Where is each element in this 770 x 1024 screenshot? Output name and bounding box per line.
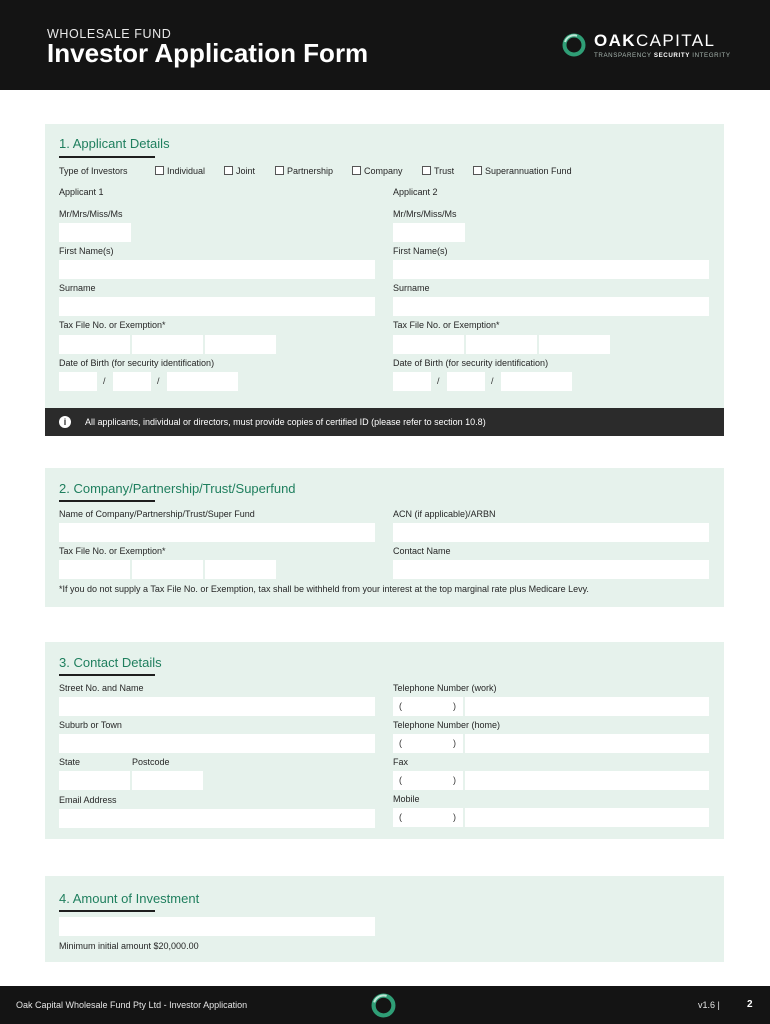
tel-work-label: Telephone Number (work): [393, 683, 497, 693]
page-footer: [0, 986, 770, 1024]
investment-amount-field[interactable]: [59, 917, 375, 936]
brand-name: OAKCAPITAL: [594, 31, 716, 50]
brand-tagline: TRANSPARENCY SECURITY INTEGRITY: [594, 52, 731, 59]
applicant-1-tfn-label: Tax File No. or Exemption*: [59, 320, 166, 330]
company-tfn-field-1[interactable]: [59, 560, 130, 579]
postcode-label: Postcode: [132, 757, 170, 767]
applicant-1-surname-field[interactable]: [59, 297, 375, 316]
applicant-1-surname-label: Surname: [59, 283, 96, 293]
section-rule: [59, 674, 155, 676]
applicant-1-tfn-field-2[interactable]: [132, 335, 203, 354]
applicant-1-heading: Applicant 1: [59, 187, 104, 197]
applicant-2-surname-field[interactable]: [393, 297, 709, 316]
checkbox-label: Company: [364, 166, 403, 176]
tfn-footnote: *If you do not supply a Tax File No. or Exemption, tax shall be withheld from your interest at the top marginal rate plus Medicare Levy.: [59, 584, 589, 594]
tel-home-number[interactable]: [465, 734, 709, 753]
contact-name-label: Contact Name: [393, 546, 451, 556]
paren-close: ): [453, 775, 456, 785]
applicant-1-dob-year[interactable]: [167, 372, 238, 391]
paren-close: ): [453, 701, 456, 711]
company-tfn-field-2[interactable]: [132, 560, 203, 579]
applicant-2-dob-month[interactable]: [447, 372, 485, 391]
page-title: Investor Application Form: [47, 38, 369, 68]
applicant-1-tfn-field-1[interactable]: [59, 335, 130, 354]
applicant-1-title-label: Mr/Mrs/Miss/Ms: [59, 209, 123, 219]
checkbox-label: Joint: [236, 166, 256, 176]
checkbox-individual[interactable]: [155, 166, 164, 175]
section-title: 1. Applicant Details: [59, 136, 170, 151]
section-company-details: [45, 468, 724, 607]
fax-number[interactable]: [465, 771, 709, 790]
tel-home-label: Telephone Number (home): [393, 720, 501, 730]
checkbox-superannuation-fund[interactable]: [473, 166, 482, 175]
tel-work-number[interactable]: [465, 697, 709, 716]
section-applicant-details: [45, 124, 724, 408]
company-tfn-label: Tax File No. or Exemption*: [59, 546, 166, 556]
minimum-amount-note: Minimum initial amount $20,000.00: [59, 941, 199, 951]
paren-close: ): [453, 812, 456, 822]
email-field[interactable]: [59, 809, 375, 828]
paren-open: (: [399, 812, 402, 822]
applicant-2-tfn-field-2[interactable]: [466, 335, 537, 354]
applicant-1-first-name-label: First Name(s): [59, 246, 114, 256]
applicant-2-dob-day[interactable]: [393, 372, 431, 391]
state-field[interactable]: [59, 771, 130, 790]
section-rule: [59, 500, 155, 502]
suburb-field[interactable]: [59, 734, 375, 753]
applicant-1-first-name-field[interactable]: [59, 260, 375, 279]
section-amount-of-investment: [45, 876, 724, 962]
applicant-2-surname-label: Surname: [393, 283, 430, 293]
footer-company-text: Oak Capital Wholesale Fund Pty Ltd - Investor Application: [16, 1000, 248, 1010]
suburb-label: Suburb or Town: [59, 720, 122, 730]
company-tfn-field-3[interactable]: [205, 560, 276, 579]
section-title: 4. Amount of Investment: [59, 891, 200, 906]
paren-open: (: [399, 738, 402, 748]
page-header: [0, 0, 770, 90]
notice-text: All applicants, individual or directors, must provide copies of certified ID (please refer to section 10.8): [85, 417, 486, 427]
oak-ring-logo-icon: [562, 33, 586, 57]
applicant-1-dob-day[interactable]: [59, 372, 97, 391]
applicant-2-tfn-label: Tax File No. or Exemption*: [393, 320, 500, 330]
paren-close: ): [453, 738, 456, 748]
applicant-2-first-name-field[interactable]: [393, 260, 709, 279]
mobile-label: Mobile: [393, 794, 420, 804]
checkbox-label: Superannuation Fund: [485, 166, 572, 176]
applicant-1-title-field[interactable]: [59, 223, 131, 242]
postcode-field[interactable]: [132, 771, 203, 790]
state-label: State: [59, 757, 81, 767]
section-contact-details: [45, 642, 724, 839]
oak-ring-logo-icon: [371, 993, 396, 1018]
contact-name-field[interactable]: [393, 560, 709, 579]
section-title: 2. Company/Partnership/Trust/Superfund: [59, 481, 296, 496]
checkbox-label: Partnership: [287, 166, 334, 176]
footer-version: v1.6 |: [698, 1000, 720, 1010]
checkbox-joint[interactable]: [224, 166, 233, 175]
info-icon: i: [59, 416, 71, 428]
header-subtitle: WHOLESALE FUND: [47, 27, 172, 41]
checkbox-label: Trust: [434, 166, 455, 176]
section-rule: [59, 156, 155, 158]
fax-label: Fax: [393, 757, 409, 767]
checkbox-company[interactable]: [352, 166, 361, 175]
applicant-2-dob-label: Date of Birth (for security identification): [393, 358, 549, 368]
checkbox-label: Individual: [167, 166, 206, 176]
applicant-2-title-field[interactable]: [393, 223, 465, 242]
date-separator: /: [103, 376, 106, 386]
applicant-2-tfn-field-3[interactable]: [539, 335, 610, 354]
applicant-1-dob-month[interactable]: [113, 372, 151, 391]
applicant-1-dob-label: Date of Birth (for security identification): [59, 358, 215, 368]
date-separator: /: [491, 376, 494, 386]
paren-open: (: [399, 775, 402, 785]
street-label: Street No. and Name: [59, 683, 144, 693]
applicant-2-heading: Applicant 2: [393, 187, 438, 197]
applicant-2-dob-year[interactable]: [501, 372, 572, 391]
acn-field[interactable]: [393, 523, 709, 542]
checkbox-trust[interactable]: [422, 166, 431, 175]
applicant-2-first-name-label: First Name(s): [393, 246, 448, 256]
checkbox-partnership[interactable]: [275, 166, 284, 175]
street-field[interactable]: [59, 697, 375, 716]
applicant-2-title-label: Mr/Mrs/Miss/Ms: [393, 209, 457, 219]
date-separator: /: [157, 376, 160, 386]
mobile-number[interactable]: [465, 808, 709, 827]
company-name-field[interactable]: [59, 523, 375, 542]
id-notice-bar: [45, 408, 724, 436]
email-label: Email Address: [59, 795, 117, 805]
applicant-2-tfn-field-1[interactable]: [393, 335, 464, 354]
investor-type-label: Type of Investors: [59, 166, 128, 176]
applicant-1-tfn-field-3[interactable]: [205, 335, 276, 354]
date-separator: /: [437, 376, 440, 386]
acn-label: ACN (if applicable)/ARBN: [393, 509, 496, 519]
section-title: 3. Contact Details: [59, 655, 162, 670]
page-number: 2: [747, 999, 753, 1010]
section-rule: [59, 910, 155, 912]
paren-open: (: [399, 701, 402, 711]
company-name-label: Name of Company/Partnership/Trust/Super Fund: [59, 509, 255, 519]
